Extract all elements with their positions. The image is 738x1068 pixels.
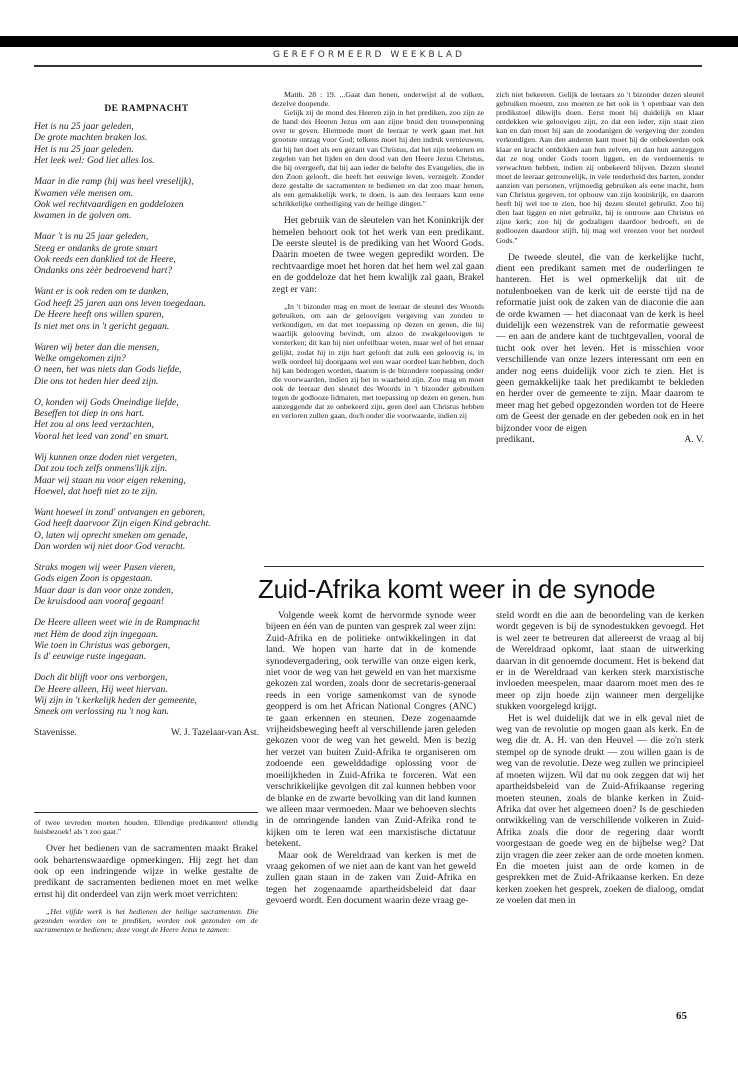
poem-line: Het leek wel: God liet alles los. — [34, 155, 155, 167]
paragraph-tucht: De tweede sleutel, die van de kerkelijke tucht, dient een predikant samen met de ouderlingen te hanteren. Het is wel opmerkelijk dat uit de notulenboeken van de kerk uit de eerste tijd na de reformatie juist ook de zaken van de diaconie die aan de orde kwamen — het diaconaat van de kerk is heel duidelijk een wezenstrek van de reformatie geweest — en aan de andere kant de tuchtgevallen, vooral de tucht ook over het leven. Het is misschien voor verschillende van onze lezers interessant om een en ander nog eens duidelijk voor zich te zien. Het is geen gemakkelijke taak het predikambt te bekleden en herder over de gemeente te zijn. Maar daarom te meer mag het gebed opgezonden worden tot de Heere om de Geest der genade en der gebeden ook en in het bijzonder voor de eigen — [496, 251, 704, 434]
poem-line: Want hoewel in zond' ontvangen en geboren, — [34, 506, 206, 518]
signature-initials: A. V. — [684, 434, 704, 446]
poem-line: kwamen in de golven om. — [34, 210, 132, 222]
poem-line: Doch dit blijft voor ons verborgen, — [34, 672, 168, 684]
poem-end-rule — [34, 812, 258, 813]
poem-line: Wij zijn in 't kerkelijk heden der gemeente, — [34, 695, 197, 707]
poem-line: Waren wij beter dan die mensen, — [34, 341, 160, 353]
poem-line: Maar wij staan nu voor eigen rekening, — [34, 474, 186, 486]
quote-gezant: Gelijk zij de mond des Heeren zijn in het prediken, zoo zijn ze de hand des Heeren Jezus om aan zijne bruid den trouwpenning over te geven. Hiermede moet de leeraar te werk gaan met het grootste ontzag voor God; telkens moet hij den indruk vernieuwen, dat hij het doet als een gezant van Christus, dat het zijn teekenen en zegelen van het lijden en den dood van den Heere Jezus Christus, die hij overgeeft, dat hij aan ieder de belofte des Evangelies, die in den Zoon gelooft, die heeft het eeuwige leven, verzegelt. Zonder deze gestalte de sacramenten te bedienen en dat zoo maar henen, als een gemakkelijk werk, te doen, is aan des leeraars kant eene schrikkelijke ontheiliging van de heilige dingen." — [272, 108, 484, 209]
poem-line: De kruisdood aan vooraf gegaan! — [34, 596, 165, 608]
column-2 — [272, 90, 484, 565]
poem-line: De grote machten braken los. — [34, 132, 148, 144]
poem-line: Gods eigen Zoon is opgestaan. — [34, 573, 153, 585]
poem-line: Ook reeds een danklied tot de Heere, — [34, 254, 176, 266]
masthead-rule — [34, 65, 702, 67]
poem-place: Stavenisse. — [34, 727, 77, 739]
quote-continued: zich niet bekeeren. Gelijk de leeraars zo 't bizonder dezen sleutel gebruiken moeten, zoo moeten ze het ook in 't openbaar van den predikstoel dikwijls doen. Eerst moet hij duidelijk en klaar ontdekken wie geloovigen zijn, zo dat een ieder, zijn staat zien kan en dan moet hij aan de zoodanigen de vergeving der zonden verkondigen. Aan den anderen kant moet hij de onbekeerden ook klaar en kracht ontdekken aan hun zelven, en dan hun aanzeggen dat ze nog onder Gods toorn liggen, en de verdoemenis te verwachten hebben, indien zij onbekeerd blijven. Dezen sleutel moet de leeraar getrouwelijk, in vele teederheid des harten, zonder aanzien van personen, vrijmoedig gebruiken als eene macht, hem van Christus gegeven, tot opbouw van zijn koninkrijk, en daarom heeft hij wel toe te zien, hoe hij dezen sleutel gebruikt. Zoo hij dien laat liggen en niet gebruikt, hij is ontrouw aan Christus en zijne kerk; zoo hij de godzaligen daardoor bedroeft, en de godloozen daardoor stijft, hij mag wel vreezen voor het oordeel Gods." — [496, 90, 704, 245]
poem-line: O, laten wij oprecht smeken om genade, — [34, 529, 188, 541]
poem-line: Welke omgekomen zijn? — [34, 352, 126, 364]
poem-line: Kwamen véle mensen om. — [34, 187, 134, 199]
poem-line: Vooral het leed van zond' en smart. — [34, 430, 170, 442]
poem-column — [34, 104, 259, 739]
poem-line: De Heere heeft ons willen sparen, — [34, 309, 164, 321]
poem-stanza — [34, 342, 259, 388]
article-paragraph-3: steld wordt en die aan de beoordeling van de kerken wordt gegeven is bij de synodestukken gevoegd. Het is wel zeer te betreuren dat allereerst de vraag al bij de Wereldraad opkomt, laat staan de uitwerking daarvan in dit genoemde document. Het is bekend dat er in de Wereldraad van kerken sterk marxistische invloeden meespelen, maar daarom moet men des te meer op zijn hoede zijn wanneer men dergelijke stukken voorgelegd krijgt. — [496, 610, 704, 713]
quote-fragment: of twee tevreden moeten houden. Ellendige predikanten! ellendig huisbezoek! als 't zoo gaat." — [34, 818, 258, 837]
quote-sleutel: „In 't bizonder mag en moet de leeraar de sleutel des Woords gebruiken, om aan de geloovigen vergeving van zonden te verkondigen, en dat met toepassing op dezen en genen, die hij waarlijk gelooving bevindt, om alzoo de zwakgeloovigen te versterken; dit kan hij niet onfeilbaar weten, maar wel of het ernaar gelijkt, zodat hij in zijn hart gelooft dat zulk een geloovig is, in welk oordeel hij doorgaans wel een waar oordeel kan hebben, doch hij kan bedrogen worden, daarom is de bizondere toepassing onder die voorwaarden, indien zij het in waarheid zijn. Zoo mag en moet ook de leeraar den sleutel des Woords in 't bizonder gebruiken tegen de godlooze lidmaten, met toepassing op dezen en genen, hun aanzeggende dat ze onbekeerd zijn, geen deel aan Christus hebben en verloren zullen gaan, doch onder die voorwaarde, indien zij — [272, 302, 484, 421]
poem-line: Is d' eeuwige ruste ingegaan. — [34, 651, 147, 663]
poem-line: O, konden wij Gods Oneindige liefde, — [34, 396, 179, 408]
poem-stanza — [34, 562, 259, 608]
poem-line: Maar daar is dan voor onze zonden, — [34, 584, 174, 596]
poem-title: DE RAMPNACHT — [104, 104, 189, 114]
page-number: 65 — [676, 1010, 687, 1022]
poem-line: Dat zou toch zelfs onmens'lijk zijn. — [34, 463, 168, 475]
paragraph-sleutelen: Het gebruik van de sleutelen van het Koninkrijk der hemelen behoort ook tot het werk van een predikant. De eerste sleutel is de prediking van het Woord Gods. Daarin moeten de twee wegen gepredikt worden. De rechtvaardige moet het horen dat het hem wel zal gaan en de goddeloze dat het hem kwalijk zal gaan, Brakel zegt er van: — [272, 215, 484, 295]
poem-line: Steeg er ondanks de grote smart — [34, 242, 158, 254]
poem-stanza — [34, 397, 259, 443]
poem-stanza — [34, 176, 259, 222]
article-paragraph-2: Maar ook de Wereldraad van kerken is met de vraag gekomen of we niet aan de kant van het geweld zullen gaan staan in de zaken van Zuid-Afrika en tegen het zogenaamde apartheidsbeleid dat daar gevoerd wordt. Een document waarin deze vraag ge- — [266, 849, 476, 907]
poem-line: God heeft 25 jaren aan ons leven toegedaan. — [34, 297, 206, 309]
poem-stanza — [34, 231, 259, 277]
poem-line: Ook wel rechtvaardigen en goddelozen — [34, 198, 184, 210]
header-black-bar — [0, 36, 738, 47]
article-paragraph-4: Het is wel duidelijk dat we in elk geval niet de weg van de revolutie op mogen gaan als kerk. En de weg die dr. A. H. van den Heuvel — die zo'n sterk stempel op de synode drukt — zou willen gaan is de weg van de revolutie. Deze weg zullen we principieel af moeten wijzen. Wil dat nu ook zeggen dat wij het apartheidsbeleid van de Zuid-Afrikaanse regering moeten steunen, zoals de blanke kerken in Zuid-Afrika dat over het algemeen doen? Is de geschieden ontwikkeling van de verschillende volkeren in Zuid-Afrika zoals die door de regering daar wordt voorgestaan de goede weg en de bijbelse weg? Dat zijn vragen die zeer zeker aan de orde moeten komen. En die moeten juist aan de orde komen in de gesprekken met de Zuid-Afrikaanse kerken. En deze kerken zoeken het gesprek, zoeken de dialoog, omdat ze voelen dat men in — [496, 712, 704, 907]
article-paragraph-1: Volgende week komt de hervormde synode weer bijeen en één van de punten van gesprek zal weer zijn: Zuid-Afrika en de politieke ontwikkelingen in dat land. We hopen van harte dat in de komende synodevergadering, ook terwille van onze eigen kerk, niet voor de weg van het geweld en van het marxisme gekozen zal worden, zoals door de secretaris-generaal reeds in een vorige samenkomst van de synode geopperd is om het African National Congres (ANC) te gaan erkennen en steunen. Deze zogenaamde vrijheidsbeweging heeft al verschillende jaren geleden gekozen voor de weg van het geweld. Men is bezig het verzet van buiten Zuid-Afrika te organiseren om zodoende een gewelddadige oplossing voor de moeilijkheden in Zuid-Afrika te forceren. Wat een verschrikkelijke gevolgen dit zal kunnen hebben voor de blanke en de zwarte bevolking van dit land kunnen we alleen maar vermoeden. Maar we behoeven slechts in de omringende landen van Zuid-Afrika rond te kijken om te leren wat een marxistische dictatuur betekent. — [266, 610, 476, 850]
poem-stanza — [34, 617, 259, 663]
poem-stanza — [34, 121, 259, 167]
poem-line: Is niet met ons in 't gericht gegaan. — [34, 320, 170, 332]
column-1-continued — [34, 818, 258, 1018]
poem-line: O neen, het was niets dan Gods liefde, — [34, 364, 182, 376]
poem-stanza — [34, 507, 259, 553]
poem-line: Het zou al ons leed verzachten, — [34, 419, 154, 431]
article-left-column — [266, 610, 476, 1010]
poem-stanza — [34, 672, 259, 718]
poem-line: De Heere alleen weet wie in de Rampnacht — [34, 617, 200, 629]
poem-line: Straks mogen wij weer Pasen vieren, — [34, 562, 176, 573]
poem-stanzas — [34, 121, 259, 718]
column-3 — [496, 90, 704, 565]
poem-line: Het is nu 25 jaar geleden. — [34, 143, 134, 155]
article-headline: Zuid-Afrika komt weer in de synode — [258, 574, 656, 604]
poem-line: Ondanks ons zèèr bedroevend hart? — [34, 265, 173, 277]
quote-sacramenten: „Het vijfde werk is het bedienen der heilige sacramenten. Die gezonden worden om te prediken, worden ook gezonden om de sacramenten te bedienen; deze voegt de Heere Jezus te zamen: — [34, 907, 258, 935]
poem-author: W. J. Tazelaar-van Ast. — [170, 727, 259, 739]
poem-line: De Heere alleen, Hij weet hiervan. — [34, 683, 168, 695]
masthead: GEREFORMEERD WEEKBLAD — [273, 50, 465, 60]
poem-line: Wij kunnen onze doden niet vergeten, — [34, 451, 177, 463]
poem-line: Maar 't is nu 25 jaar geleden, — [34, 231, 149, 243]
poem-line: Wie toen in Christus was geborgen, — [34, 639, 171, 651]
poem-line: Dan worden wij niet door God veracht. — [34, 541, 186, 553]
poem-line: met Hèm de dood zijn ingegaan. — [34, 628, 159, 640]
last-word: predikant. — [496, 434, 535, 446]
poem-line: Maar in die ramp (hij was heel vreselijk), — [34, 176, 194, 188]
poem-line: Die ons tot heden hier deed zijn. — [34, 375, 159, 387]
article-signature — [496, 434, 704, 445]
poem-signature — [34, 727, 259, 739]
paragraph-sacramenten: Over het bedienen van de sacramenten maakt Brakel ook behartenswaardige opmerkingen. Hij zegt het dan ook op een indringende wijze in welke gestalte de predikant de sacramenten bedienen moet en met welke ernst hij dit onderdeel van zijn werk moet verrichten: — [34, 843, 258, 900]
poem-stanza — [34, 286, 259, 332]
poem-line: God heeft daarvoor Zijn eigen Kind gebracht. — [34, 518, 211, 530]
poem-line: Beseffen tot diep in ons hart. — [34, 408, 145, 420]
poem-line: Hoewel, dat hoeft niet zo te zijn. — [34, 485, 158, 497]
headline-top-rule — [264, 566, 704, 567]
poem-line: Smeek om verlossing nu 't nog kan. — [34, 706, 170, 718]
poem-line: Want er is ook reden om te danken, — [34, 286, 169, 298]
article-right-column — [496, 610, 704, 1010]
poem-line: Het is nu 25 jaar geleden, — [34, 121, 134, 132]
poem-stanza — [34, 452, 259, 498]
quote-matth: Matth. 28 : 19. ...Gaat dan henen, onderwijst al de volken, dezelve doopende. — [272, 90, 484, 109]
